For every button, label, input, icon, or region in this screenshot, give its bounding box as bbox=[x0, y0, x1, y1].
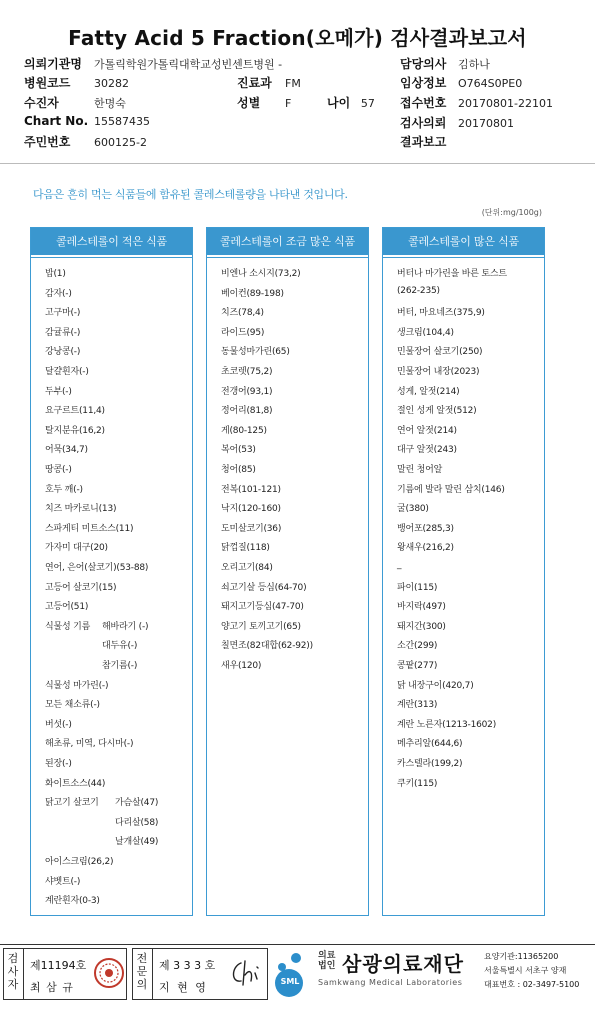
header-field-label: 의뢰기관명 bbox=[24, 57, 82, 71]
food-column-heading: 콜레스테롤이 조금 많은 식품 bbox=[207, 228, 368, 255]
food-item: 굴(380) bbox=[397, 504, 429, 515]
food-item: 땅콩(-) bbox=[45, 465, 72, 475]
header-field bbox=[400, 74, 522, 91]
food-item: 정어리(81,8) bbox=[221, 406, 273, 417]
food-item: 비엔나 소시지(73,2) bbox=[221, 269, 301, 279]
food-item: 돼지간(300) bbox=[397, 621, 446, 632]
food-item: 왕새우(216,2) bbox=[397, 543, 454, 554]
header-field bbox=[24, 133, 147, 150]
food-item: 쇠고기살 등심(64-70) bbox=[221, 582, 307, 593]
org-code: 요양기관:11365200 bbox=[484, 952, 559, 961]
food-item: 된장(-) bbox=[45, 759, 72, 769]
food-item: 계란흰자(0-3) bbox=[45, 896, 100, 907]
food-item: 돼지고기등심(47-70) bbox=[221, 602, 304, 613]
heading-rule bbox=[207, 255, 368, 258]
header-field bbox=[237, 74, 301, 91]
food-item: 어묵(34,7) bbox=[45, 445, 88, 456]
org-type: 의료 법인 bbox=[318, 951, 336, 971]
food-item: 카스텔라(199,2) bbox=[397, 759, 463, 769]
header-field-value: 김하나 bbox=[458, 58, 490, 71]
header-field bbox=[400, 94, 553, 111]
header-field-value: 15587435 bbox=[94, 115, 150, 128]
seal-mark bbox=[96, 960, 122, 986]
food-item: 고등어(51) bbox=[45, 602, 89, 613]
tester-label: 검사자 bbox=[7, 952, 19, 991]
food-column-heading: 콜레스테롤이 적은 식품 bbox=[31, 228, 192, 255]
food-item: 호두 깨(-) bbox=[45, 484, 83, 495]
food-column-2 bbox=[206, 227, 369, 916]
sml-logo-icon bbox=[272, 950, 316, 998]
food-item: 닭고기 살코기 bbox=[45, 798, 99, 809]
food-item: 아이스크림(26,2) bbox=[45, 857, 114, 867]
food-item: (262-235) bbox=[397, 285, 440, 296]
age-label: 나이 bbox=[327, 96, 351, 110]
seal-stamp bbox=[94, 958, 124, 988]
header-field-value: F bbox=[285, 97, 292, 110]
header-field-value: 한명숙 bbox=[94, 97, 126, 110]
food-item: 낙지(120-160) bbox=[221, 504, 281, 515]
food-item: 버터, 마요네즈(375,9) bbox=[397, 308, 485, 319]
header-field-label: 결과보고 bbox=[400, 135, 447, 149]
food-item: 고구마(-) bbox=[45, 308, 81, 319]
food-item: 가슴살(47) bbox=[115, 798, 159, 809]
food-item: 절인 성게 알젓(512) bbox=[397, 406, 477, 417]
header-field-value: O764S0PE0 bbox=[458, 77, 523, 90]
age-value: 57 bbox=[360, 97, 375, 110]
food-item: 계란 노른자(1213-1602) bbox=[397, 719, 497, 730]
org-address: 서울특별시 서초구 양재 bbox=[484, 966, 567, 975]
food-item: 전갱어(93,1) bbox=[221, 386, 273, 397]
header-field-value: 가톨릭학원가톨릭대학교성빈센트병원 - bbox=[94, 58, 283, 71]
header-field bbox=[400, 114, 514, 131]
org-name: 삼광의료재단 bbox=[342, 952, 464, 976]
food-item: 라이드(95) bbox=[221, 327, 265, 338]
food-item: 성게, 알젓(214) bbox=[397, 386, 460, 397]
footer-divider bbox=[0, 944, 595, 945]
food-item: 해바라기 (-) bbox=[102, 621, 149, 632]
specialist-name: 지 현 영 bbox=[159, 981, 208, 994]
heading-rule bbox=[383, 255, 544, 258]
header-field-label: 성별 bbox=[237, 96, 261, 110]
food-item: 도미살코기(36) bbox=[221, 523, 282, 534]
header-field-label: 수진자 bbox=[24, 96, 59, 110]
specialist-box-divider bbox=[152, 949, 153, 999]
food-item: 탈지분유(16,2) bbox=[45, 425, 105, 436]
signature-image bbox=[227, 957, 263, 991]
food-item: 바지락(497) bbox=[397, 602, 446, 613]
header-field bbox=[24, 74, 129, 91]
food-item: 기름에 발라 말린 삼치(146) bbox=[397, 484, 505, 495]
header-field-value: 600125-2 bbox=[94, 136, 147, 149]
food-item: 민물장어 살코기(250) bbox=[397, 347, 483, 358]
food-item: 계란(313) bbox=[397, 700, 438, 711]
header-field bbox=[24, 55, 282, 72]
food-item: 대두유(-) bbox=[102, 641, 138, 652]
food-item: 닭껍질(118) bbox=[221, 543, 270, 554]
specialist-license: 제 3 3 3 호 bbox=[159, 959, 216, 972]
specialist-box bbox=[132, 948, 268, 1000]
header-field bbox=[24, 114, 150, 128]
food-item: 치즈 마카로니(13) bbox=[45, 504, 117, 515]
food-item: 달걀흰자(-) bbox=[45, 367, 89, 377]
food-item: 다리살(58) bbox=[115, 817, 159, 828]
food-item: 모든 채소류(-) bbox=[45, 700, 100, 711]
food-item: 감자(-) bbox=[45, 288, 72, 299]
unit-label: (단위:mg/100g) bbox=[481, 208, 542, 217]
header-field bbox=[400, 133, 458, 150]
food-item: 초코렛(75,2) bbox=[221, 367, 273, 377]
food-item: 새우(120) bbox=[221, 661, 262, 671]
food-item: 화이트소스(44) bbox=[45, 778, 106, 789]
header-field-value: 20170801-22101 bbox=[458, 97, 553, 110]
header-field-label: 임상정보 bbox=[400, 76, 447, 90]
org-phone: 대표번호 : 02-3497-5100 bbox=[484, 980, 580, 989]
food-item: 버섯(-) bbox=[45, 719, 72, 730]
tester-license: 제11194호 bbox=[30, 959, 87, 972]
heading-rule bbox=[31, 255, 192, 258]
food-item: 치즈(78,4) bbox=[221, 308, 264, 319]
food-item: 생크림(104,4) bbox=[397, 327, 454, 338]
food-item: 쿠키(115) bbox=[397, 778, 438, 789]
food-item: 감귤류(-) bbox=[45, 327, 81, 338]
header-field-value: 30282 bbox=[94, 77, 129, 90]
sml-logo-text: SML bbox=[280, 977, 300, 986]
food-item: 가자미 대구(20) bbox=[45, 543, 108, 554]
header-field-label: 진료과 bbox=[237, 76, 272, 90]
food-item: 칠면조(82대합(62-92)) bbox=[221, 641, 313, 652]
report-title: Fatty Acid 5 Fraction(오메가) 검사결과보고서 bbox=[68, 26, 527, 50]
header-field-value: 20170801 bbox=[458, 117, 514, 130]
food-item: 강낭콩(-) bbox=[45, 347, 81, 358]
header-field-label: 검사의뢰 bbox=[400, 116, 447, 130]
header-field bbox=[24, 94, 126, 111]
header-field-label: 담당의사 bbox=[400, 57, 447, 71]
food-item: 베이컨(89-198) bbox=[221, 288, 284, 299]
header-field-label: 주민번호 bbox=[24, 135, 71, 149]
food-item: 파이(115) bbox=[397, 582, 438, 593]
header-field-value: FM bbox=[285, 77, 301, 90]
header-field-label: Chart No. bbox=[24, 114, 89, 128]
food-item: 게(80-125) bbox=[221, 425, 267, 436]
food-column-heading: 콜레스테롤이 많은 식품 bbox=[383, 228, 544, 255]
tester-box-divider bbox=[23, 949, 24, 999]
food-item: 메추리알(644,6) bbox=[397, 739, 463, 750]
food-item: 참기름(-) bbox=[102, 661, 138, 671]
food-item: _ bbox=[397, 560, 402, 570]
food-item: 복어(53) bbox=[221, 445, 256, 456]
food-item: 소간(299) bbox=[397, 641, 438, 652]
header-field bbox=[400, 55, 490, 72]
food-column-1 bbox=[30, 227, 193, 916]
food-item: 요구르트(11,4) bbox=[45, 406, 105, 417]
org-english: Samkwang Medical Laboratories bbox=[318, 978, 463, 987]
food-item: 버터나 마가린을 바른 토스트 bbox=[397, 269, 507, 279]
food-item: 양고기 토끼고기(65) bbox=[221, 621, 301, 632]
header-field-label: 병원코드 bbox=[24, 76, 71, 90]
specialist-label: 전문의 bbox=[136, 952, 148, 991]
food-item: 민물장어 내장(2023) bbox=[397, 367, 480, 377]
food-item: 식물성 기름 bbox=[45, 621, 91, 632]
header-field-label: 접수번호 bbox=[400, 96, 447, 110]
food-item: 닭 내장구이(420,7) bbox=[397, 680, 474, 691]
org-block bbox=[272, 948, 595, 1004]
food-item: 연어, 은어(살코기)(53-88) bbox=[45, 563, 149, 573]
intro-text: 다음은 흔히 먹는 식품들에 함유된 콜레스테롤량을 나타낸 것입니다. bbox=[33, 188, 348, 201]
food-item: 대구 알젓(243) bbox=[397, 445, 457, 456]
food-item: 두부(-) bbox=[45, 386, 72, 397]
tester-name: 최 삼 규 bbox=[30, 981, 74, 994]
header-field bbox=[237, 94, 291, 111]
food-item: 날개살(49) bbox=[115, 837, 159, 848]
food-item: 식물성 마가린(-) bbox=[45, 680, 109, 691]
header-divider bbox=[0, 163, 595, 164]
tester-box bbox=[3, 948, 127, 1000]
food-item: 해초류, 미역, 다시마(-) bbox=[45, 739, 134, 750]
food-item: 청어(85) bbox=[221, 465, 256, 475]
food-item: 밥(1) bbox=[45, 269, 66, 279]
food-item: 동물성마가린(65) bbox=[221, 347, 290, 358]
food-item: 말린 청어알 bbox=[397, 465, 443, 475]
food-item: 샤벳트(-) bbox=[45, 876, 81, 887]
food-item: 전복(101-121) bbox=[221, 484, 281, 495]
food-item: 고등어 살코기(15) bbox=[45, 582, 117, 593]
food-item: 뱅어포(285,3) bbox=[397, 523, 454, 534]
food-item: 오리고기(84) bbox=[221, 563, 273, 573]
food-column-3 bbox=[382, 227, 545, 916]
food-item: 콩팥(277) bbox=[397, 661, 438, 671]
food-item: 스파게티 미트소스(11) bbox=[45, 523, 134, 534]
header-age bbox=[327, 94, 375, 111]
food-item: 연어 알젓(214) bbox=[397, 425, 457, 436]
